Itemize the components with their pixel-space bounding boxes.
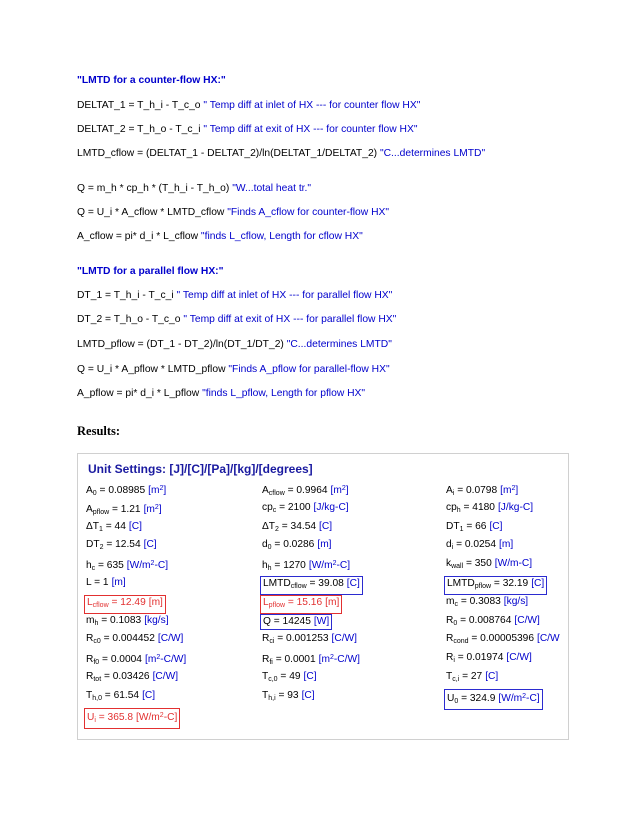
variable-value: = 0.00005396 xyxy=(468,633,534,645)
variable-symbol: R xyxy=(86,654,94,666)
result-q xyxy=(260,614,332,630)
variable-symbol: m xyxy=(446,595,455,607)
variable-unit: $[W/m^2-C]$ xyxy=(498,692,540,704)
variable-unit: [C] xyxy=(142,689,156,701)
variable-unit: $[m^2-C/W]$ xyxy=(144,654,187,666)
variable-symbol: cp xyxy=(262,501,273,513)
equation-line xyxy=(77,339,392,350)
variable-unit: [C/W] xyxy=(157,633,184,645)
variable-symbol: T xyxy=(446,671,453,682)
result-t-c-i xyxy=(444,670,500,687)
variable-subscript: c xyxy=(272,506,277,514)
unit-settings-label: Unit Settings: [J]/[C]/[Pa]/[kg]/[degrees] xyxy=(88,462,313,476)
result-r-c0 xyxy=(84,632,185,649)
variable-symbol: ΔT xyxy=(86,520,100,532)
variable-symbol: d xyxy=(262,539,268,551)
variable-symbol: DT xyxy=(86,539,100,551)
variable-symbol: DT xyxy=(446,520,460,532)
result-r-tot xyxy=(84,670,180,687)
equation-comment: "finds L_cflow, Length for cflow HX" xyxy=(200,231,363,242)
variable-symbol: A xyxy=(446,485,453,496)
variable-subscript: tot xyxy=(93,676,102,683)
equation-text: "LMTD for a parallel flow HX:" xyxy=(77,266,224,277)
variable-unit: [C] xyxy=(489,520,503,532)
variable-value: = 635 xyxy=(95,560,124,572)
variable-value: = 15.16 xyxy=(285,596,323,608)
equation-line xyxy=(77,231,363,242)
variable-subscript: h,0 xyxy=(92,694,102,702)
result-r-0 xyxy=(444,614,542,631)
result-r-ci xyxy=(260,632,359,649)
equation-line xyxy=(77,314,396,325)
variable-symbol: L xyxy=(263,596,269,608)
variable-subscript: h xyxy=(94,619,99,627)
variable-unit: [C] xyxy=(346,578,360,589)
variable-value: = 12.54 xyxy=(103,539,141,551)
variable-value: = 1.21 xyxy=(109,503,141,515)
result-t-c-0 xyxy=(260,670,319,687)
equation-line xyxy=(77,100,420,111)
variable-symbol: U xyxy=(87,711,95,723)
variable-symbol: R xyxy=(262,654,270,666)
equation-line xyxy=(77,388,365,399)
result-m-h xyxy=(84,614,171,631)
result-lmtd-cflow xyxy=(260,576,363,595)
variable-subscript: f0 xyxy=(93,659,100,667)
equation-comment: "Finds A_pflow for parallel-flow HX" xyxy=(228,364,390,375)
variable-unit: [C] xyxy=(303,671,317,682)
variable-unit: [C/W xyxy=(536,633,560,645)
variable-subscript: cflow xyxy=(92,601,109,609)
variable-subscript: 2 xyxy=(275,525,279,533)
variable-value: = 324.9 xyxy=(458,692,496,704)
variable-subscript: i xyxy=(453,657,455,665)
variable-value: = 0.0001 xyxy=(272,654,316,666)
variable-symbol: m xyxy=(86,614,95,626)
variable-value: = 0.0004 xyxy=(99,654,142,666)
variable-subscript: c xyxy=(454,600,458,608)
variable-unit: [J/kg-C] xyxy=(497,501,534,513)
result-dt-1 xyxy=(444,520,504,537)
variable-value: = 0.0254 xyxy=(453,539,497,551)
variable-unit: [kg/s] xyxy=(503,595,529,607)
variable-symbol: L xyxy=(87,596,93,608)
variable-subscript: h,i xyxy=(268,694,276,702)
result-l-pflow xyxy=(260,595,342,614)
variable-subscript: 1 xyxy=(99,525,103,533)
equation-comment: " Temp diff at inlet of HX --- for parallel flow HX" xyxy=(176,290,393,301)
variable-unit: $[W/m^2-C]$ xyxy=(308,560,351,572)
equation-comment: " Temp diff at inlet of HX --- for counter flow HX" xyxy=(203,100,421,111)
equation-line xyxy=(77,124,417,135)
variable-value: = 0.08985 xyxy=(96,485,146,496)
result-cp-h xyxy=(444,501,535,518)
equation-line xyxy=(77,183,311,194)
variable-unit: $[W/m^2-C]$ xyxy=(136,711,178,723)
equation-comment: "W...total heat tr." xyxy=(232,183,312,194)
equation-comment: " Temp diff at exit of HX --- for counter flow HX" xyxy=(203,124,418,135)
variable-symbol: R xyxy=(86,633,94,645)
variable-subscript: 1 xyxy=(459,525,464,533)
variable-value: = 2100 xyxy=(276,501,311,513)
result-t-h-0 xyxy=(84,689,157,706)
result-d-0 xyxy=(260,538,334,555)
variable-subscript: i xyxy=(452,490,455,497)
variable-subscript: 0 xyxy=(92,490,97,497)
result-a-pflow xyxy=(84,501,164,520)
equation-text: LMTD_pflow = (DT_1 - DT_2)/ln(DT_1/DT_2) xyxy=(77,339,287,350)
equation-line xyxy=(77,148,485,159)
result-l xyxy=(84,576,128,590)
result-a-i xyxy=(444,482,520,501)
variable-value: = 4180 xyxy=(460,501,495,513)
result-lmtd-pflow xyxy=(444,576,547,595)
equation-comment: "C...determines LMTD" xyxy=(379,148,486,159)
equation-text: Q = U_i * A_pflow * LMTD_pflow xyxy=(77,364,229,375)
variable-subscript: 0 xyxy=(267,544,272,552)
result-d-i xyxy=(444,538,515,555)
variable-unit: [m] xyxy=(325,596,340,608)
variable-unit: $[m^2]$ xyxy=(143,503,162,515)
result-a-0 xyxy=(84,482,168,501)
variable-unit: [C/W] xyxy=(514,614,540,626)
variable-value: = 350 xyxy=(463,558,492,570)
variable-subscript: cflow xyxy=(268,490,285,497)
variable-subscript: ci xyxy=(269,638,275,646)
variable-subscript: cond xyxy=(453,638,469,646)
result-m-c xyxy=(444,595,530,612)
variable-value: = 0.3083 xyxy=(458,595,501,607)
variable-unit: [C] xyxy=(301,689,315,701)
variable-subscript: h xyxy=(456,506,461,514)
variable-symbol: U xyxy=(447,692,455,704)
variable-unit: [C] xyxy=(143,539,157,551)
variable-symbol: R xyxy=(86,671,94,682)
variable-value: = 12.49 xyxy=(108,596,146,608)
variable-value: = 27 xyxy=(459,671,483,682)
variable-unit: [C] xyxy=(485,671,499,682)
result-t-h-i xyxy=(260,689,317,706)
variable-symbol: A xyxy=(86,503,93,515)
result-h-c xyxy=(84,557,170,576)
variable-unit: [C/W] xyxy=(506,652,532,664)
variable-value: = 0.9964 xyxy=(284,485,328,496)
equation-comment: "C...determines LMTD" xyxy=(286,339,392,350)
variable-symbol: R xyxy=(446,633,454,645)
variable-symbol: h xyxy=(262,560,268,572)
variable-unit: [m] xyxy=(111,577,126,588)
result-r-i xyxy=(444,651,534,668)
result-u-0 xyxy=(444,689,543,710)
equation-comment: " Temp diff at exit of HX --- for parallel flow HX" xyxy=(183,314,397,325)
equation-text: DELTAT_1 = T_h_i - T_c_o xyxy=(77,100,204,111)
variable-subscript: pflow xyxy=(474,583,492,590)
equation-text: DELTAT_2 = T_h_o - T_c_i xyxy=(77,124,204,135)
result-cp-c xyxy=(260,501,351,518)
variable-unit: [m] xyxy=(499,539,514,551)
variable-value: = 0.01974 xyxy=(454,652,504,664)
variable-unit: [C] xyxy=(128,520,142,532)
equation-line xyxy=(77,75,226,86)
variable-symbol: Q xyxy=(263,615,271,627)
variable-subscript: fi xyxy=(269,659,273,667)
variable-subscript: i xyxy=(94,716,96,724)
variable-symbol: d xyxy=(446,539,452,551)
result-r-f0 xyxy=(84,651,188,670)
variable-unit: [m] xyxy=(148,596,163,608)
variable-unit: [kg/s] xyxy=(144,614,169,626)
equation-text: Q = m_h * cp_h * (T_h_i - T_h_o) xyxy=(77,183,233,194)
variable-value: = 14245 xyxy=(270,615,311,627)
variable-unit: [m] xyxy=(317,539,332,551)
variable-value: = 0.03426 xyxy=(101,671,150,682)
equation-text: Q = U_i * A_cflow * LMTD_cflow xyxy=(77,207,228,218)
variable-value: = 1 xyxy=(91,577,109,588)
variable-value: = 0.008764 xyxy=(457,614,512,626)
variable-symbol: A xyxy=(262,485,269,496)
variable-symbol: T xyxy=(262,689,269,701)
variable-value: = 0.004452 xyxy=(100,633,155,645)
variable-subscript: i xyxy=(451,544,454,552)
result-r-cond xyxy=(444,632,562,649)
variable-subscript: c xyxy=(91,565,96,573)
result-dt-2 xyxy=(84,538,159,555)
variable-value: = 365.8 xyxy=(95,711,134,723)
result--t-2 xyxy=(260,520,334,537)
variable-unit: [W] xyxy=(313,615,330,627)
equation-text: "LMTD for a counter-flow HX:" xyxy=(77,75,226,86)
variable-value: = 32.19 xyxy=(491,578,529,589)
equation-comment: "finds L_pflow, Length for pflow HX" xyxy=(202,388,366,399)
equation-text: LMTD_cflow = (DELTAT_1 - DELTAT_2)/ln(DELTAT_1/DELTAT_2) xyxy=(77,148,380,159)
variable-unit: [C] xyxy=(531,578,545,589)
variable-unit: $[m^2]$ xyxy=(148,485,167,496)
equation-text: DT_2 = T_h_o - T_c_o xyxy=(77,314,184,325)
variable-symbol: h xyxy=(86,560,92,572)
equation-text: A_cflow = pi* d_i * L_cflow xyxy=(77,231,201,242)
equation-line xyxy=(77,364,390,375)
variable-value: = 49 xyxy=(277,671,301,682)
variable-unit: $[m^2-C/W]$ xyxy=(318,654,360,666)
variable-unit: [C] xyxy=(319,520,333,532)
variable-value: = 66 xyxy=(463,520,487,532)
variable-subscript: 2 xyxy=(99,544,104,552)
variable-value: = 61.54 xyxy=(101,689,140,701)
variable-subscript: pflow xyxy=(268,601,286,609)
variable-symbol: T xyxy=(86,689,93,701)
variable-symbol: ΔT xyxy=(262,520,276,532)
equation-comment: "Finds A_cflow for counter-flow HX" xyxy=(227,207,390,218)
result--t-1 xyxy=(84,520,144,537)
variable-value: = 34.54 xyxy=(278,520,317,532)
variable-value: = 44 xyxy=(102,520,126,532)
variable-subscript: c,i xyxy=(452,676,460,683)
variable-symbol: LMTD xyxy=(263,578,291,589)
variable-symbol: cp xyxy=(446,501,457,513)
equation-text: DT_1 = T_h_i - T_c_i xyxy=(77,290,177,301)
result-h-h xyxy=(260,557,352,576)
variable-value: = 39.08 xyxy=(306,578,344,589)
variable-value: = 1270 xyxy=(271,560,306,572)
variable-unit: $[m^2]$ xyxy=(330,485,349,496)
result-l-cflow xyxy=(84,595,166,614)
variable-value: = 0.0798 xyxy=(454,485,498,496)
variable-subscript: c,0 xyxy=(268,676,278,683)
equation-line xyxy=(77,290,392,301)
results-panel xyxy=(77,453,569,740)
equation-line xyxy=(77,207,389,218)
variable-subscript: 0 xyxy=(453,619,458,627)
variable-value: = 0.0286 xyxy=(271,539,315,551)
variable-subscript: c0 xyxy=(93,638,101,646)
equation-text: A_pflow = pi* d_i * L_pflow xyxy=(77,388,203,399)
variable-value: = 0.001253 xyxy=(274,633,329,645)
variable-value: = 0.1083 xyxy=(98,614,142,626)
equation-line xyxy=(77,266,224,277)
variable-symbol: k xyxy=(446,558,452,570)
variable-symbol: T xyxy=(262,671,269,682)
variable-symbol: L xyxy=(86,577,92,588)
result-r-fi xyxy=(260,651,362,670)
variable-symbol: R xyxy=(446,652,454,664)
variable-unit: $[m^2]$ xyxy=(500,485,519,496)
variable-symbol: A xyxy=(86,485,93,496)
variable-subscript: 0 xyxy=(454,697,459,705)
variable-unit: [C/W] xyxy=(331,633,357,645)
variable-subscript: cflow xyxy=(290,583,307,590)
results-heading: Results: xyxy=(77,424,121,438)
variable-unit: [C/W] xyxy=(152,671,179,682)
result-k-wall xyxy=(444,557,534,574)
result-u-i xyxy=(84,708,180,729)
variable-subscript: pflow xyxy=(92,508,110,516)
variable-subscript: h xyxy=(267,565,272,573)
variable-subscript: wall xyxy=(451,563,464,571)
result-a-cflow xyxy=(260,482,351,501)
variable-unit: [J/kg-C] xyxy=(313,501,349,513)
variable-unit: [W/m-C] xyxy=(494,558,533,570)
variable-symbol: R xyxy=(262,633,270,645)
variable-symbol: R xyxy=(446,614,454,626)
variable-unit: $[W/m^2-C]$ xyxy=(126,560,169,572)
variable-value: = 93 xyxy=(275,689,299,701)
variable-symbol: LMTD xyxy=(447,578,475,589)
